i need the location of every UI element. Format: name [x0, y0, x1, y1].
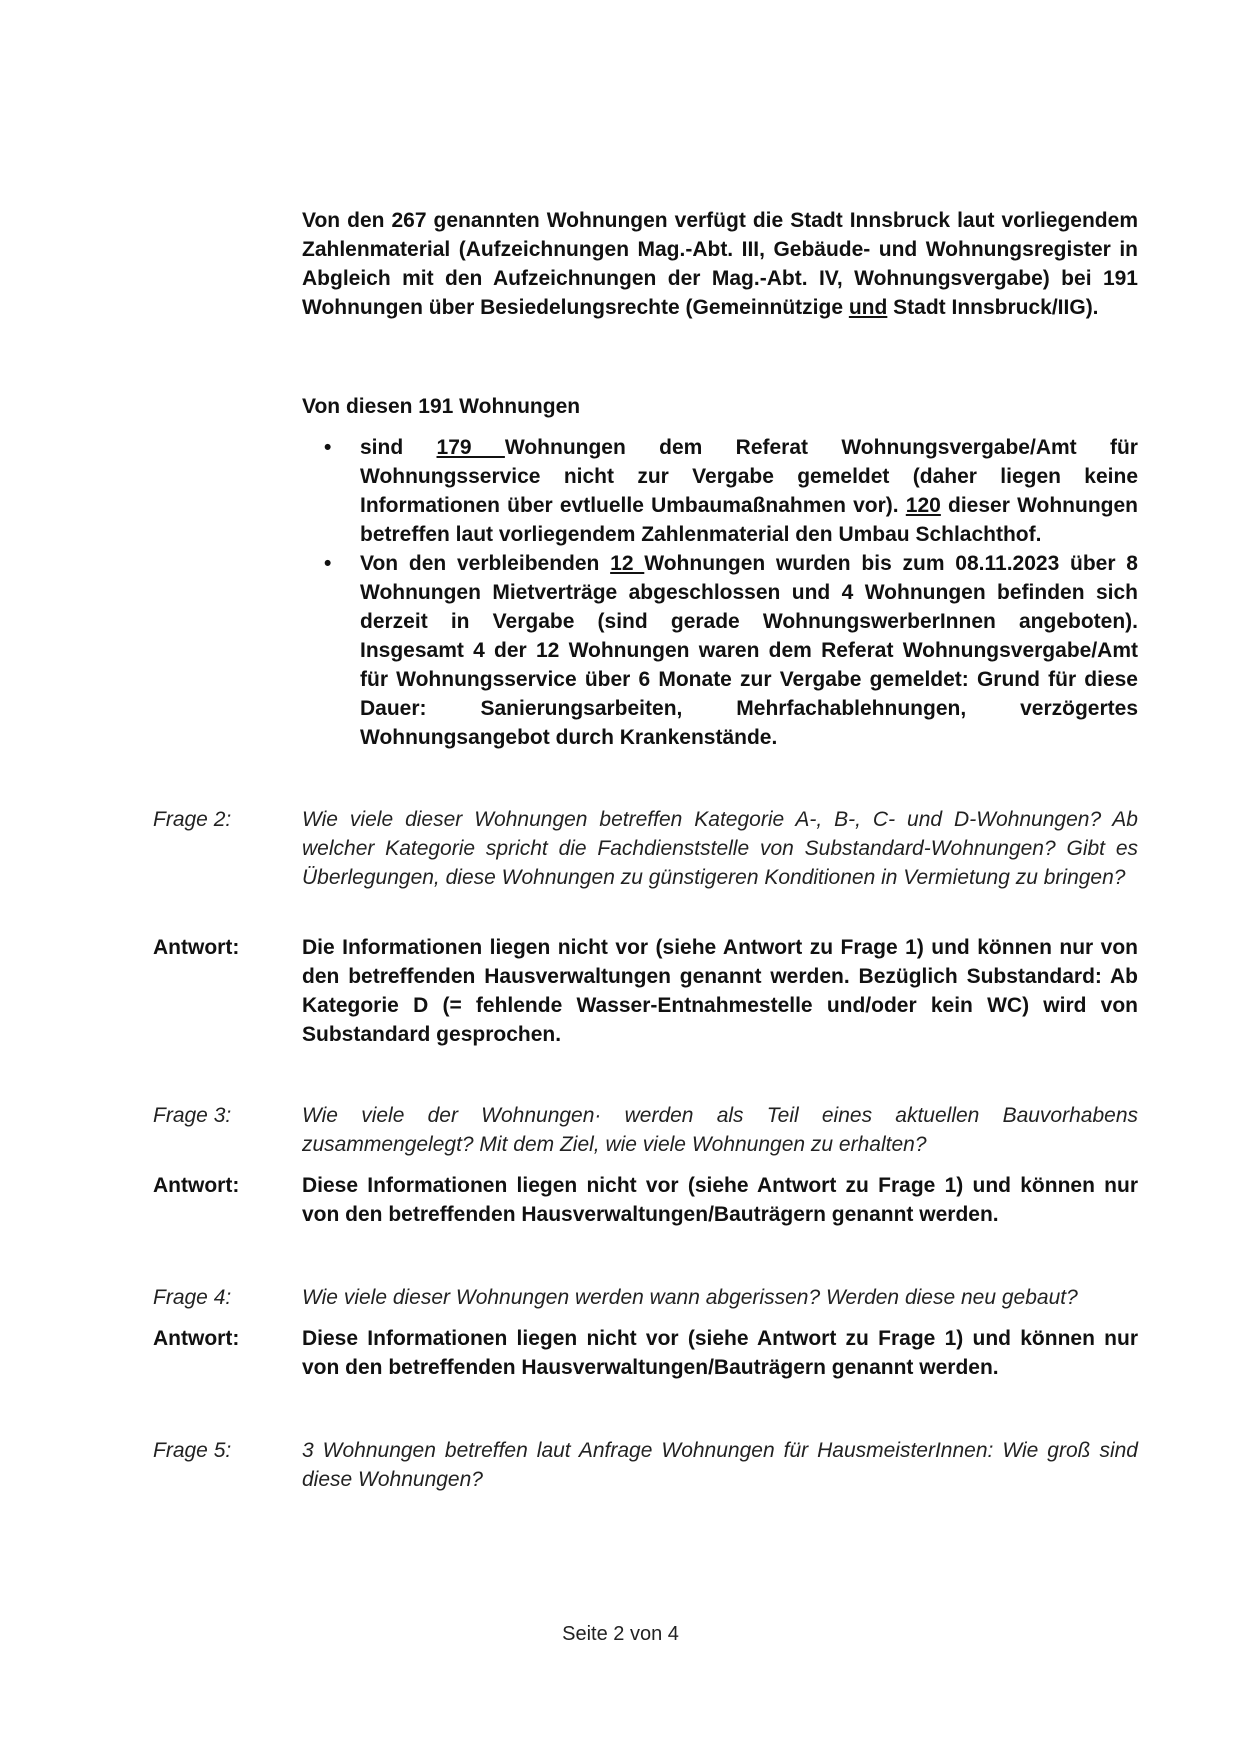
bullet-icon: •	[324, 436, 332, 459]
bullet-2-text-2: Wohnungen wurden bis zum 08.11.2023 über 8 Wohnungen Mietverträge abgeschlossen und 4 Wohnungen befinden sich derzeit in Vergabe (sind gerade WohnungswerberInnen angeboten). Insgesamt 4 der 12 Wohnungen waren dem Referat Wohnungsvergabe/Amt für Wohnungsservice über 6 Monate zur Vergabe gemeldet: Grund für diese Dauer: Sanierungsarbeiten, Mehrfachablehnungen, verzögertes Wohnungsangebot durch Krankenstände.	[360, 552, 1138, 749]
answer-4-text: Diese Informationen liegen nicht vor (siehe Antwort zu Frage 1) und können nur von den betreffenden Hausverwaltungen/Bauträgern genannt werden.	[302, 1327, 1138, 1379]
question-3-text: Wie viele der Wohnungen· werden als Teil eines aktuellen Bauvorhabens zusammengelegt? Mit dem Ziel, wie viele Wohnungen zu erhalten?	[302, 1104, 1138, 1156]
bullet-1-text-1: sind	[360, 436, 437, 459]
answer-4	[153, 1324, 1138, 1382]
question-5	[153, 1436, 1138, 1494]
bullet-1-text-3: dieser Wohnungen betreffen laut vorliegendem Zahlenmaterial den Umbau Schlachthof.	[360, 494, 1138, 546]
question-5-text: 3 Wohnungen betreffen laut Anfrage Wohnungen für HausmeisterInnen: Wie groß sind diese Wohnungen?	[302, 1439, 1138, 1491]
bullet-1-text-2: Wohnungen dem Referat Wohnungsvergabe/Amt für Wohnungsservice nicht zur Vergabe gemeldet (daher liegen keine Informationen über evtluelle Umbaumaßnahmen vor).	[360, 436, 1138, 517]
question-3	[153, 1101, 1138, 1159]
answer-3	[153, 1171, 1138, 1229]
answer-3-label: Antwort:	[153, 1174, 240, 1197]
intro-paragraph	[302, 206, 1138, 322]
bullet-icon: •	[324, 552, 332, 575]
question-5-label: Frage 5:	[153, 1439, 232, 1462]
list-item	[302, 549, 1138, 752]
answer-2-label: Antwort:	[153, 936, 240, 959]
intro-text-a: Von den 267 genannten Wohnungen verfügt die Stadt Innsbruck laut vorliegendem Zahlenmaterial (Aufzeichnungen Mag.-Abt. III, Gebäude- und Wohnungsregister in Abgleich mit den Aufzeichnungen der Mag.-Abt. IV, Wohnungsvergabe) bei 191 Wohnungen über Besiedelungsrechte (Gemeinnützige	[302, 209, 1138, 319]
question-2-label: Frage 2:	[153, 808, 232, 831]
question-4-text: Wie viele dieser Wohnungen werden wann abgerissen? Werden diese neu gebaut?	[302, 1286, 1078, 1309]
bullet-1-underlined-120: 120	[905, 494, 941, 517]
bullet-1-underlined-179: 179	[436, 436, 505, 459]
question-2	[153, 805, 1138, 892]
subheading: Von diesen 191 Wohnungen	[302, 395, 581, 418]
answer-3-text: Diese Informationen liegen nicht vor (siehe Antwort zu Frage 1) und können nur von den betreffenden Hausverwaltungen/Bauträgern genannt werden.	[302, 1174, 1138, 1226]
bullet-2-text-1: Von den verbleibenden	[360, 552, 611, 575]
intro-underlined-word: und	[848, 296, 888, 319]
question-3-label: Frage 3:	[153, 1104, 232, 1127]
intro-text-b: Stadt Innsbruck/IIG).	[887, 296, 1099, 319]
question-2-text: Wie viele dieser Wohnungen betreffen Kategorie A-, B-, C- und D-Wohnungen? Ab welcher Kategorie spricht die Fachdienststelle von Substandard-Wohnungen? Gibt es Überlegungen, diese Wohnungen zu günstigeren Konditionen in Vermietung zu bringen?	[302, 808, 1138, 889]
question-4-label: Frage 4:	[153, 1286, 232, 1309]
bullet-list	[302, 433, 1138, 752]
list-item	[302, 433, 1138, 549]
question-4	[153, 1283, 1138, 1312]
bullet-2-underlined-12: 12	[610, 552, 645, 575]
answer-2-text: Die Informationen liegen nicht vor (siehe Antwort zu Frage 1) und können nur von den betreffenden Hausverwaltungen genannt werden. Bezüglich Substandard: Ab Kategorie D (= fehlende Wasser-Entnahmestelle und/oder kein WC) wird von Substandard gesprochen.	[302, 936, 1138, 1046]
page-number: Seite 2 von 4	[562, 1623, 679, 1645]
answer-2	[153, 933, 1138, 1049]
answer-4-label: Antwort:	[153, 1327, 240, 1350]
